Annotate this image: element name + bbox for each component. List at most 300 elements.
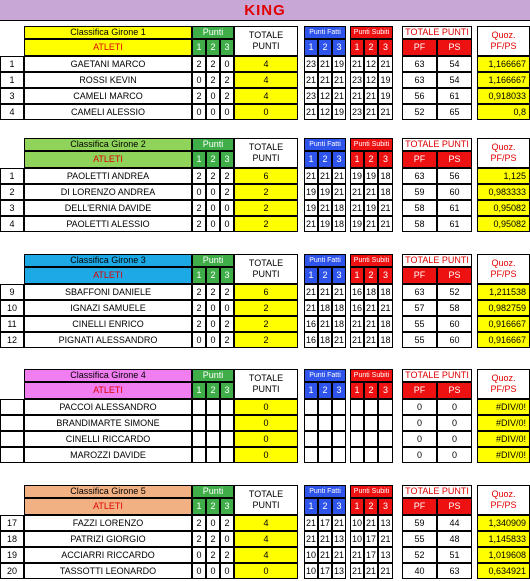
punti-value xyxy=(192,399,206,415)
punti-subiti-value: 21 xyxy=(364,300,378,316)
punti-subiti-header: Punti Subiti xyxy=(350,485,393,498)
punti-subiti-value xyxy=(378,447,393,463)
punti-fatti-value: 19 xyxy=(304,200,318,216)
pf-col-1: 1 xyxy=(304,151,318,168)
athlete-name: DI LORENZO ANDREA xyxy=(24,184,192,200)
punti-fatti-value xyxy=(304,431,318,447)
punti-col-1: 1 xyxy=(192,267,206,284)
punti-value: 0 xyxy=(206,216,220,232)
pf-total-value: 55 xyxy=(402,531,437,547)
ps-total-header: PS xyxy=(437,498,472,515)
ps-total-header: PS xyxy=(437,39,472,56)
totale-punti-header: TOTALE PUNTI xyxy=(234,485,298,515)
punti-fatti-value: 21 xyxy=(304,515,318,531)
punti-value xyxy=(220,415,234,431)
pf-total-header: PF xyxy=(402,39,437,56)
ps-total-value: 61 xyxy=(437,200,472,216)
punti-fatti-value xyxy=(304,447,318,463)
totale-punti-value: 2 xyxy=(234,184,298,200)
totale-punti-value: 6 xyxy=(234,284,298,300)
punti-fatti-value: 13 xyxy=(332,563,346,579)
totale-punti-value: 4 xyxy=(234,547,298,563)
ps-col-3: 3 xyxy=(378,382,393,399)
punti-header: Punti xyxy=(192,254,234,267)
athlete-name: IGNAZI SAMUELE xyxy=(24,300,192,316)
punti-value: 2 xyxy=(192,515,206,531)
athlete-name: CAMELI MARCO xyxy=(24,88,192,104)
pf-col-2: 2 xyxy=(318,382,332,399)
punti-value: 2 xyxy=(220,168,234,184)
ps-col-1: 1 xyxy=(350,151,364,168)
punti-subiti-value: 21 xyxy=(350,88,364,104)
pf-col-2: 2 xyxy=(318,498,332,515)
punti-fatti-value: 21 xyxy=(332,515,346,531)
row-position: 18 xyxy=(0,531,24,547)
punti-value xyxy=(192,447,206,463)
ps-total-value: 54 xyxy=(437,72,472,88)
punti-value: 2 xyxy=(206,547,220,563)
quoziente-value: 0,95082 xyxy=(477,216,530,232)
punti-value: 2 xyxy=(192,284,206,300)
punti-value xyxy=(206,399,220,415)
punti-value: 0 xyxy=(220,56,234,72)
punti-fatti-value: 21 xyxy=(304,216,318,232)
punti-fatti-value: 21 xyxy=(332,168,346,184)
punti-value: 0 xyxy=(220,216,234,232)
quoziente-value: 0,95082 xyxy=(477,200,530,216)
punti-value xyxy=(192,431,206,447)
pf-col-1: 1 xyxy=(304,498,318,515)
quoziente-header: Quoz. PF/PS xyxy=(477,485,530,515)
punti-header: Punti xyxy=(192,26,234,39)
totale-punti-value: 2 xyxy=(234,300,298,316)
group-name: Classifica Girone 4 xyxy=(24,369,192,382)
group-name: Classifica Girone 2 xyxy=(24,138,192,151)
row-position: 12 xyxy=(0,332,24,348)
punti-fatti-header: Punti Fatti xyxy=(304,26,346,39)
punti-fatti-value xyxy=(318,399,332,415)
punti-fatti-header: Punti Fatti xyxy=(304,254,346,267)
punti-fatti-value: 21 xyxy=(318,531,332,547)
pf-total-value: 63 xyxy=(402,72,437,88)
row-position: 9 xyxy=(0,284,24,300)
atleti-header: ATLETI xyxy=(24,151,192,168)
quoziente-value: #DIV/0! xyxy=(477,447,530,463)
punti-value: 0 xyxy=(192,104,206,120)
punti-fatti-value: 18 xyxy=(318,300,332,316)
atleti-header: ATLETI xyxy=(24,498,192,515)
totale-punti-right-header: TOTALE PUNTI xyxy=(402,485,472,498)
totale-punti-header: TOTALE PUNTI xyxy=(234,254,298,284)
punti-fatti-value: 21 xyxy=(304,531,318,547)
punti-subiti-value xyxy=(364,447,378,463)
pf-total-header: PF xyxy=(402,498,437,515)
punti-value: 2 xyxy=(220,316,234,332)
punti-fatti-value: 19 xyxy=(318,216,332,232)
punti-fatti-value xyxy=(318,447,332,463)
quoziente-value: 1,211538 xyxy=(477,284,530,300)
punti-value: 2 xyxy=(192,200,206,216)
punti-value: 0 xyxy=(206,515,220,531)
punti-fatti-value: 16 xyxy=(304,316,318,332)
punti-fatti-value: 21 xyxy=(318,168,332,184)
athlete-name: TASSOTTI LEONARDO xyxy=(24,563,192,579)
atleti-header: ATLETI xyxy=(24,267,192,284)
totale-punti-value: 0 xyxy=(234,104,298,120)
punti-subiti-value: 19 xyxy=(350,216,364,232)
ps-total-value: 48 xyxy=(437,531,472,547)
punti-subiti-value: 19 xyxy=(378,72,393,88)
quoziente-value: 0,8 xyxy=(477,104,530,120)
punti-value: 2 xyxy=(220,184,234,200)
punti-fatti-value: 10 xyxy=(304,563,318,579)
punti-value: 0 xyxy=(206,200,220,216)
punti-subiti-header: Punti Subiti xyxy=(350,26,393,39)
punti-header: Punti xyxy=(192,369,234,382)
punti-subiti-header: Punti Subiti xyxy=(350,369,393,382)
ps-col-1: 1 xyxy=(350,39,364,56)
row-position: 1 xyxy=(0,168,24,184)
quoziente-value: 1,166667 xyxy=(477,56,530,72)
punti-subiti-value xyxy=(364,399,378,415)
ps-col-2: 2 xyxy=(364,267,378,284)
pf-col-3: 3 xyxy=(332,498,346,515)
quoziente-value: 1,019608 xyxy=(477,547,530,563)
punti-fatti-value: 21 xyxy=(318,316,332,332)
pf-total-value: 58 xyxy=(402,216,437,232)
punti-subiti-value: 21 xyxy=(364,104,378,120)
ps-total-value: 58 xyxy=(437,300,472,316)
pf-col-2: 2 xyxy=(318,39,332,56)
punti-value: 0 xyxy=(206,104,220,120)
pf-total-value: 57 xyxy=(402,300,437,316)
athlete-name: SBAFFONI DANIELE xyxy=(24,284,192,300)
punti-fatti-value: 21 xyxy=(318,200,332,216)
ps-total-value: 61 xyxy=(437,216,472,232)
title-banner xyxy=(0,0,530,21)
totale-punti-value: 4 xyxy=(234,72,298,88)
punti-fatti-value: 21 xyxy=(332,332,346,348)
punti-value: 0 xyxy=(220,563,234,579)
totale-punti-value: 4 xyxy=(234,88,298,104)
punti-subiti-value xyxy=(378,415,393,431)
group-table-4 xyxy=(0,369,530,463)
punti-fatti-value xyxy=(318,415,332,431)
punti-fatti-value: 21 xyxy=(332,547,346,563)
punti-subiti-value: 17 xyxy=(364,547,378,563)
athlete-name: CAMELI ALESSIO xyxy=(24,104,192,120)
punti-subiti-value: 21 xyxy=(364,216,378,232)
group-table-2 xyxy=(0,138,530,232)
punti-fatti-value: 21 xyxy=(318,56,332,72)
quoziente-value: #DIV/0! xyxy=(477,431,530,447)
totale-punti-right-header: TOTALE PUNTI xyxy=(402,138,472,151)
pf-total-value: 56 xyxy=(402,88,437,104)
totale-punti-value: 4 xyxy=(234,531,298,547)
pf-total-value: 52 xyxy=(402,104,437,120)
punti-subiti-value: 21 xyxy=(378,563,393,579)
punti-subiti-value: 18 xyxy=(378,168,393,184)
quoziente-value: 0,983333 xyxy=(477,184,530,200)
punti-value: 0 xyxy=(206,316,220,332)
ps-total-value: 44 xyxy=(437,515,472,531)
totale-punti-header: TOTALE PUNTI xyxy=(234,369,298,399)
punti-fatti-value xyxy=(332,447,346,463)
punti-fatti-value: 18 xyxy=(332,216,346,232)
pf-col-2: 2 xyxy=(318,151,332,168)
punti-subiti-value: 13 xyxy=(378,547,393,563)
punti-col-2: 2 xyxy=(206,498,220,515)
pf-col-1: 1 xyxy=(304,39,318,56)
pf-total-value: 0 xyxy=(402,431,437,447)
punti-subiti-value xyxy=(364,415,378,431)
ps-col-3: 3 xyxy=(378,498,393,515)
ps-col-2: 2 xyxy=(364,39,378,56)
pf-col-1: 1 xyxy=(304,382,318,399)
punti-subiti-value: 18 xyxy=(378,184,393,200)
punti-fatti-header: Punti Fatti xyxy=(304,369,346,382)
punti-fatti-value: 21 xyxy=(332,72,346,88)
punti-subiti-value: 19 xyxy=(378,88,393,104)
ps-total-value: 0 xyxy=(437,431,472,447)
punti-subiti-value: 21 xyxy=(378,200,393,216)
punti-fatti-value: 18 xyxy=(332,300,346,316)
punti-value xyxy=(220,431,234,447)
punti-col-3: 3 xyxy=(220,267,234,284)
punti-value: 2 xyxy=(220,547,234,563)
quoziente-value: 1,340909 xyxy=(477,515,530,531)
athlete-name: GAETANI MARCO xyxy=(24,56,192,72)
punti-col-2: 2 xyxy=(206,39,220,56)
punti-fatti-value xyxy=(304,399,318,415)
punti-header: Punti xyxy=(192,138,234,151)
row-position: 3 xyxy=(0,88,24,104)
punti-subiti-value: 21 xyxy=(364,563,378,579)
punti-value: 2 xyxy=(206,284,220,300)
row-position xyxy=(0,399,24,415)
punti-col-2: 2 xyxy=(206,267,220,284)
punti-subiti-value: 21 xyxy=(364,316,378,332)
punti-fatti-value: 18 xyxy=(318,332,332,348)
punti-value: 2 xyxy=(220,284,234,300)
row-position: 2 xyxy=(0,184,24,200)
punti-col-3: 3 xyxy=(220,498,234,515)
totale-punti-value: 0 xyxy=(234,447,298,463)
punti-fatti-value: 17 xyxy=(318,563,332,579)
pf-total-value: 59 xyxy=(402,515,437,531)
punti-fatti-value: 21 xyxy=(304,72,318,88)
punti-header: Punti xyxy=(192,485,234,498)
punti-value: 0 xyxy=(206,184,220,200)
quoziente-value: 1,145833 xyxy=(477,531,530,547)
group-name: Classifica Girone 3 xyxy=(24,254,192,267)
punti-subiti-value: 19 xyxy=(350,168,364,184)
punti-value: 2 xyxy=(206,168,220,184)
group-table-3 xyxy=(0,254,530,348)
row-position: 19 xyxy=(0,547,24,563)
punti-subiti-value: 19 xyxy=(364,168,378,184)
punti-value: 2 xyxy=(206,72,220,88)
row-position: 1 xyxy=(0,56,24,72)
punti-fatti-value: 21 xyxy=(304,168,318,184)
punti-fatti-value: 21 xyxy=(318,284,332,300)
row-position xyxy=(0,431,24,447)
punti-subiti-value: 10 xyxy=(350,515,364,531)
punti-value: 0 xyxy=(220,531,234,547)
punti-subiti-value: 23 xyxy=(350,104,364,120)
athlete-name: DELL'ERNIA DAVIDE xyxy=(24,200,192,216)
ps-total-value: 52 xyxy=(437,284,472,300)
punti-value xyxy=(220,399,234,415)
punti-fatti-value: 19 xyxy=(318,184,332,200)
totale-punti-value: 2 xyxy=(234,200,298,216)
punti-value: 2 xyxy=(206,531,220,547)
ps-total-value: 60 xyxy=(437,316,472,332)
punti-col-1: 1 xyxy=(192,498,206,515)
ps-total-header: PS xyxy=(437,267,472,284)
punti-value: 2 xyxy=(220,332,234,348)
pf-col-1: 1 xyxy=(304,267,318,284)
quoziente-value: 0,916667 xyxy=(477,332,530,348)
punti-fatti-value: 23 xyxy=(304,88,318,104)
punti-value: 2 xyxy=(220,72,234,88)
punti-value: 0 xyxy=(192,332,206,348)
punti-subiti-header: Punti Subiti xyxy=(350,138,393,151)
punti-fatti-value: 13 xyxy=(332,531,346,547)
punti-subiti-value xyxy=(378,399,393,415)
punti-col-2: 2 xyxy=(206,151,220,168)
totale-punti-value: 0 xyxy=(234,563,298,579)
athlete-name: BRANDIMARTE SIMONE xyxy=(24,415,192,431)
punti-value: 0 xyxy=(206,300,220,316)
punti-col-2: 2 xyxy=(206,382,220,399)
punti-col-3: 3 xyxy=(220,39,234,56)
ps-total-value: 51 xyxy=(437,547,472,563)
punti-value: 2 xyxy=(220,88,234,104)
ps-total-value: 60 xyxy=(437,184,472,200)
athlete-name: ACCIARRI RICCARDO xyxy=(24,547,192,563)
punti-value: 0 xyxy=(206,332,220,348)
punti-fatti-value: 19 xyxy=(304,184,318,200)
pf-total-value: 59 xyxy=(402,184,437,200)
punti-fatti-value: 21 xyxy=(304,104,318,120)
punti-fatti-value: 18 xyxy=(332,200,346,216)
quoziente-value: 1,125 xyxy=(477,168,530,184)
punti-value: 0 xyxy=(206,88,220,104)
punti-subiti-value xyxy=(350,431,364,447)
punti-subiti-value: 10 xyxy=(350,531,364,547)
pf-col-3: 3 xyxy=(332,267,346,284)
totale-punti-value: 0 xyxy=(234,431,298,447)
punti-value: 0 xyxy=(192,563,206,579)
ps-total-value: 60 xyxy=(437,332,472,348)
punti-value: 0 xyxy=(192,547,206,563)
totale-punti-value: 2 xyxy=(234,332,298,348)
ps-col-2: 2 xyxy=(364,151,378,168)
punti-fatti-value xyxy=(332,415,346,431)
punti-value xyxy=(206,415,220,431)
atleti-header: ATLETI xyxy=(24,382,192,399)
pf-total-value: 55 xyxy=(402,332,437,348)
punti-value: 2 xyxy=(192,216,206,232)
punti-col-1: 1 xyxy=(192,39,206,56)
row-position: 20 xyxy=(0,563,24,579)
ps-total-value: 54 xyxy=(437,56,472,72)
quoziente-value: 0,982759 xyxy=(477,300,530,316)
row-position: 4 xyxy=(0,104,24,120)
punti-subiti-value: 21 xyxy=(364,88,378,104)
punti-fatti-value xyxy=(304,415,318,431)
punti-fatti-value xyxy=(332,431,346,447)
quoziente-header: Quoz. PF/PS xyxy=(477,26,530,56)
totale-punti-header: TOTALE PUNTI xyxy=(234,26,298,56)
punti-subiti-value: 18 xyxy=(378,316,393,332)
pf-total-value: 0 xyxy=(402,415,437,431)
punti-fatti-value: 18 xyxy=(332,316,346,332)
punti-fatti-value: 21 xyxy=(332,284,346,300)
quoziente-value: 0,634921 xyxy=(477,563,530,579)
pf-col-3: 3 xyxy=(332,39,346,56)
punti-col-1: 1 xyxy=(192,151,206,168)
punti-value: 2 xyxy=(206,56,220,72)
punti-fatti-value: 12 xyxy=(318,88,332,104)
punti-value: 2 xyxy=(192,168,206,184)
ps-total-value: 56 xyxy=(437,168,472,184)
punti-subiti-value: 21 xyxy=(378,531,393,547)
ps-col-3: 3 xyxy=(378,39,393,56)
punti-subiti-value: 19 xyxy=(364,200,378,216)
atleti-header: ATLETI xyxy=(24,39,192,56)
totale-punti-value: 2 xyxy=(234,216,298,232)
ps-total-value: 0 xyxy=(437,415,472,431)
punti-subiti-value: 21 xyxy=(378,216,393,232)
punti-subiti-value: 21 xyxy=(378,300,393,316)
punti-subiti-value: 18 xyxy=(378,284,393,300)
athlete-name: MAROZZI DAVIDE xyxy=(24,447,192,463)
punti-value xyxy=(192,415,206,431)
totale-punti-value: 6 xyxy=(234,168,298,184)
quoziente-header: Quoz. PF/PS xyxy=(477,369,530,399)
athlete-name: ROSSI KEVIN xyxy=(24,72,192,88)
pf-total-value: 0 xyxy=(402,447,437,463)
quoziente-header: Quoz. PF/PS xyxy=(477,138,530,168)
quoziente-value: #DIV/0! xyxy=(477,399,530,415)
punti-col-3: 3 xyxy=(220,382,234,399)
athlete-name: FAZZI LORENZO xyxy=(24,515,192,531)
totale-punti-right-header: TOTALE PUNTI xyxy=(402,369,472,382)
punti-subiti-value: 21 xyxy=(350,563,364,579)
punti-value: 2 xyxy=(192,56,206,72)
punti-fatti-value: 19 xyxy=(332,56,346,72)
punti-value: 0 xyxy=(220,300,234,316)
athlete-name: PATRIZI GIORGIO xyxy=(24,531,192,547)
pf-total-value: 40 xyxy=(402,563,437,579)
athlete-name: CINELLI RICCARDO xyxy=(24,431,192,447)
punti-value: 2 xyxy=(192,316,206,332)
punti-fatti-value: 10 xyxy=(304,547,318,563)
athlete-name: PACCOI ALESSANDRO xyxy=(24,399,192,415)
ps-col-3: 3 xyxy=(378,267,393,284)
row-position: 11 xyxy=(0,316,24,332)
pf-total-value: 63 xyxy=(402,284,437,300)
punti-fatti-header: Punti Fatti xyxy=(304,138,346,151)
punti-fatti-header: Punti Fatti xyxy=(304,485,346,498)
athlete-name: PAOLETTI ANDREA xyxy=(24,168,192,184)
punti-subiti-value: 21 xyxy=(350,547,364,563)
punti-col-1: 1 xyxy=(192,382,206,399)
punti-subiti-value: 21 xyxy=(364,332,378,348)
punti-subiti-value xyxy=(350,415,364,431)
